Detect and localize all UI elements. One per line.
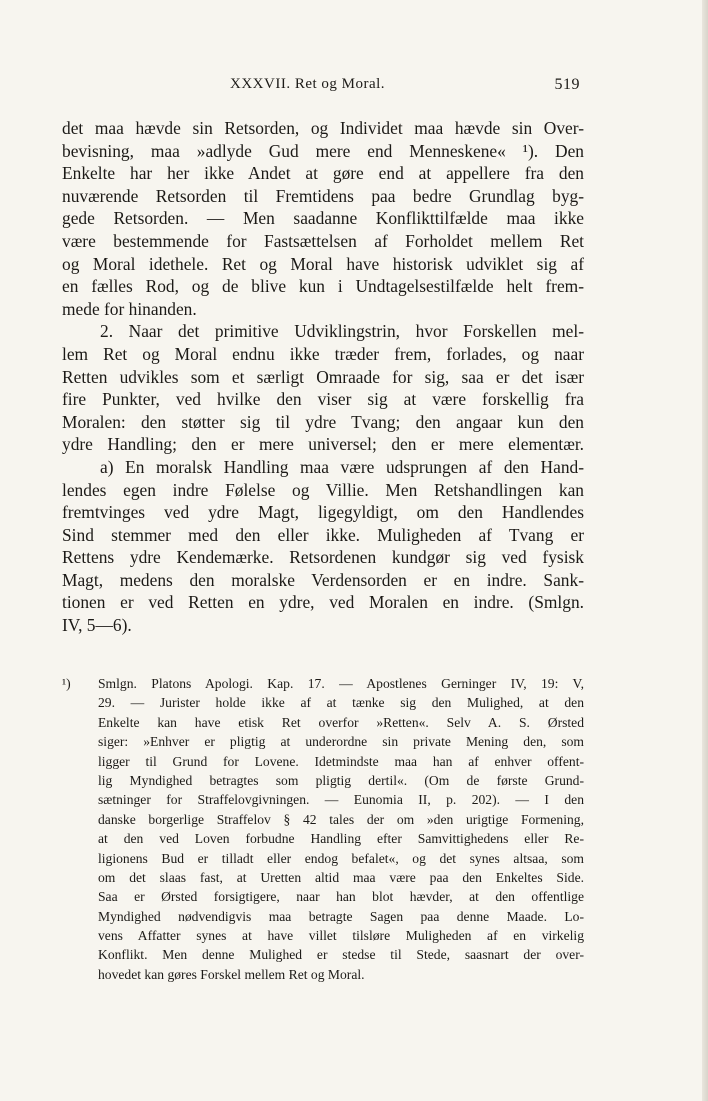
- text-line: Enkelte har her ikke Andet at gøre end at appellere fra den: [62, 163, 584, 184]
- text-line: Moralen: den støtter sig til ydre Tvang; den angaar kun den: [62, 411, 584, 432]
- footnote-line: sætninger for Straffelovgivningen. — Eunomia II, p. 202). — I den: [98, 792, 584, 808]
- footnote-line: danske borgerlige Straffelov § 42 tales der om »den urigtige Formening,: [98, 811, 584, 827]
- footnote-line: om det slaas fast, at Uretten altid maa være paa den Enkeltes Side.: [98, 869, 584, 885]
- page-header: [62, 76, 580, 100]
- footnote-text: Smlgn. Platons Apologi. Kap. 17. — Apostlenes Gerninger IV, 19: V,: [98, 676, 584, 691]
- text-line: Retten udvikles som et særligt Omraade for sig, saa er det især: [62, 366, 584, 387]
- footnote-marker: ¹): [62, 676, 71, 691]
- text-line: være bestemmende for Fastsættelsen af Forholdet mellem Ret: [62, 230, 584, 251]
- text-line: Sind stemmer med den eller ikke. Muligheden af Tvang er: [62, 524, 584, 545]
- text-line: IV, 5—6).: [62, 615, 132, 636]
- text-line: lem Ret og Moral endnu ikke træder frem, forlades, og naar: [62, 343, 584, 364]
- main-text: [62, 117, 584, 637]
- text-line: mede for hinanden.: [62, 298, 197, 319]
- text-line: Magt, medens den moralske Verdensorden er en indre. Sank-: [62, 569, 584, 590]
- footnote-line: Enkelte kan have etisk Ret overfor »Retten«. Selv A. S. Ørsted: [98, 714, 584, 730]
- footnote-line: ligger til Grund for Lovene. Idetmindste maa han af enhver offent-: [98, 753, 584, 769]
- page-edge: [702, 0, 708, 1101]
- footnote-line: 29. — Jurister holde ikke af at tænke sig den Mulighed, at den: [98, 695, 584, 711]
- running-title: XXXVII. Ret og Moral.: [230, 76, 386, 92]
- text-line: og Moral idethele. Ret og Moral have historisk udviklet sig af: [62, 253, 584, 274]
- text-line: en fælles Rod, og de blive kun i Undtagelsestilfælde helt frem-: [62, 276, 584, 297]
- footnote-line: [62, 674, 584, 693]
- footnote: [62, 674, 584, 984]
- footnote-line: Myndighed nødvendigvis maa betragte Sagen paa denne Maade. Lo-: [98, 908, 584, 924]
- text-line: det maa hævde sin Retsorden, og Individet maa hævde sin Over-: [62, 118, 584, 138]
- text-line: fire Punkter, ved hvilke den viser sig at være forskellig fra: [62, 389, 584, 410]
- paragraph-start-line: 2. Naar det primitive Udviklingstrin, hvor Forskellen mel-: [100, 321, 584, 342]
- text-line: gede Retsorden. — Men saadanne Konflikttilfælde maa ikke: [62, 208, 584, 229]
- footnote-line: Konflikt. Men denne Mulighed er stedse til Stede, saasnart der over-: [98, 947, 584, 963]
- footnote-line: hovedet kan gøres Forskel mellem Ret og Moral.: [98, 966, 365, 982]
- footnote-line: siger: »Enhver er pligtig at underordne sin private Mening den, som: [98, 734, 584, 750]
- footnote-line: at den ved Loven forbudne Handling efter Samvittighedens eller Re-: [98, 831, 584, 847]
- text-line: Rettens ydre Kendemærke. Retsordenen kundgør sig ved fysisk: [62, 547, 584, 568]
- footnote-line: lig Myndighed betragtes som pligtig dertil«. (Om de første Grund-: [98, 772, 584, 788]
- text-line: tionen er ved Retten en ydre, ved Moralen en indre. (Smlgn.: [62, 592, 584, 613]
- text-line: lendes egen indre Følelse og Villie. Men Retshandlingen kan: [62, 479, 584, 500]
- text-line: fremtvinges ved ydre Magt, ligegyldigt, om den Handlendes: [62, 502, 584, 523]
- footnote-line: Saa er Ørsted forsigtigere, naar han blot hævder, at den offentlige: [98, 889, 584, 905]
- footnote-line: vens Affatter synes at have villet tilsløre Muligheden af en virkelig: [98, 928, 584, 944]
- footnote-line: ligionens Bud er tilladt eller endog befalet«, og det synes altsaa, som: [98, 850, 584, 866]
- paragraph-start-line: a) En moralsk Handling maa være udsprungen af den Hand-: [100, 456, 584, 477]
- text-line: nuværende Retsorden til Fremtidens paa bedre Grundlag byg-: [62, 185, 584, 206]
- page-number: 519: [554, 76, 580, 93]
- text-line: ydre Handling; den er mere universel; den er mere elementær.: [62, 434, 584, 455]
- text-line: bevisning, maa »adlyde Gud mere end Menneskene« ¹). Den: [62, 140, 584, 161]
